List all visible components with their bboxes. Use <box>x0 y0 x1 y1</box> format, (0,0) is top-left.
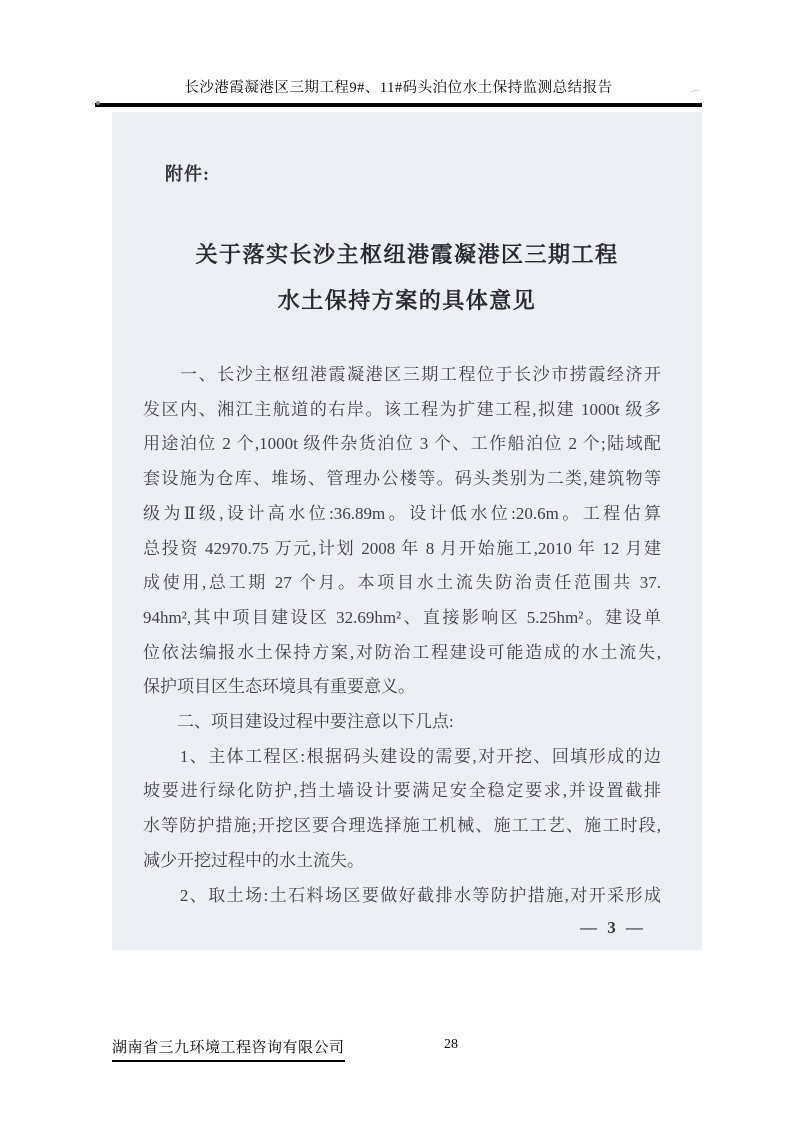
body-line: 套设施为仓库、堆场、管理办公楼等。码头类别为二类,建筑物等 <box>143 469 661 489</box>
body-line: 保护项目区生态环境具有重要意义。 <box>143 677 415 697</box>
attachment-body <box>143 358 661 913</box>
body-line: 水等防护措施;开挖区要合理选择施工机械、施工工艺、施工时段, <box>143 816 661 836</box>
footer-company-name: 湖南省三九环境工程咨询有限公司 <box>112 1036 345 1062</box>
body-line: 用途泊位 2 个,1000t 级件杂货泊位 3 个、工作船泊位 2 个;陆域配 <box>143 434 661 454</box>
body-line: 1、主体工程区:根据码头建设的需要,对开挖、回填形成的边 <box>143 746 661 766</box>
body-line: 总投资 42970.75 万元,计划 2008 年 8 月开始施工,2010 年 12 月建 <box>143 538 661 558</box>
body-line: 位依法编报水土保持方案,对防治工程建设可能造成的水土流失, <box>143 642 661 662</box>
body-line: 级为Ⅱ级,设计高水位:36.89m。设计低水位:20.6m。工程估算 <box>143 503 661 523</box>
body-line: 二、项目建设过程中要注意以下几点: <box>143 712 454 732</box>
body-line: 成使用,总工期 27 个月。本项目水土流失防治责任范围共 37. <box>143 573 661 593</box>
scanned-attachment-sheet <box>112 112 702 950</box>
body-line: 坡要进行绿化防护,挡土墙设计要满足安全稳定要求,并设置截排 <box>143 781 661 801</box>
attachment-title <box>112 232 702 324</box>
attachment-title-line2: 水土保持方案的具体意见 <box>277 288 537 313</box>
body-line: 减少开挖过程中的水土流失。 <box>143 850 364 870</box>
body-line: 一、长沙主枢纽港霞凝港区三期工程位于长沙市捞霞经济开 <box>143 365 661 384</box>
running-header <box>95 76 702 107</box>
attachment-label: 附件: <box>165 164 210 184</box>
body-line: 2、取土场:土石料场区要做好截排水等防护措施,对开采形成 <box>143 885 661 905</box>
attachment-title-line1: 关于落实长沙主枢纽港霞凝港区三期工程 <box>195 242 619 267</box>
scan-page-number: — 3 — <box>580 918 646 937</box>
running-header-title: 长沙港霞凝港区三期工程9#、11#码头泊位水土保持监测总结报告 <box>184 80 613 96</box>
body-line: 94hm²,其中项目建设区 32.69hm²、直接影响区 5.25hm²。建设单 <box>143 607 661 627</box>
footer-page-number: 28 <box>444 1037 458 1052</box>
scan-speck-artifact <box>96 101 100 105</box>
body-line: 发区内、湘江主航道的右岸。该工程为扩建工程,拟建 1000t 级多 <box>143 399 661 419</box>
